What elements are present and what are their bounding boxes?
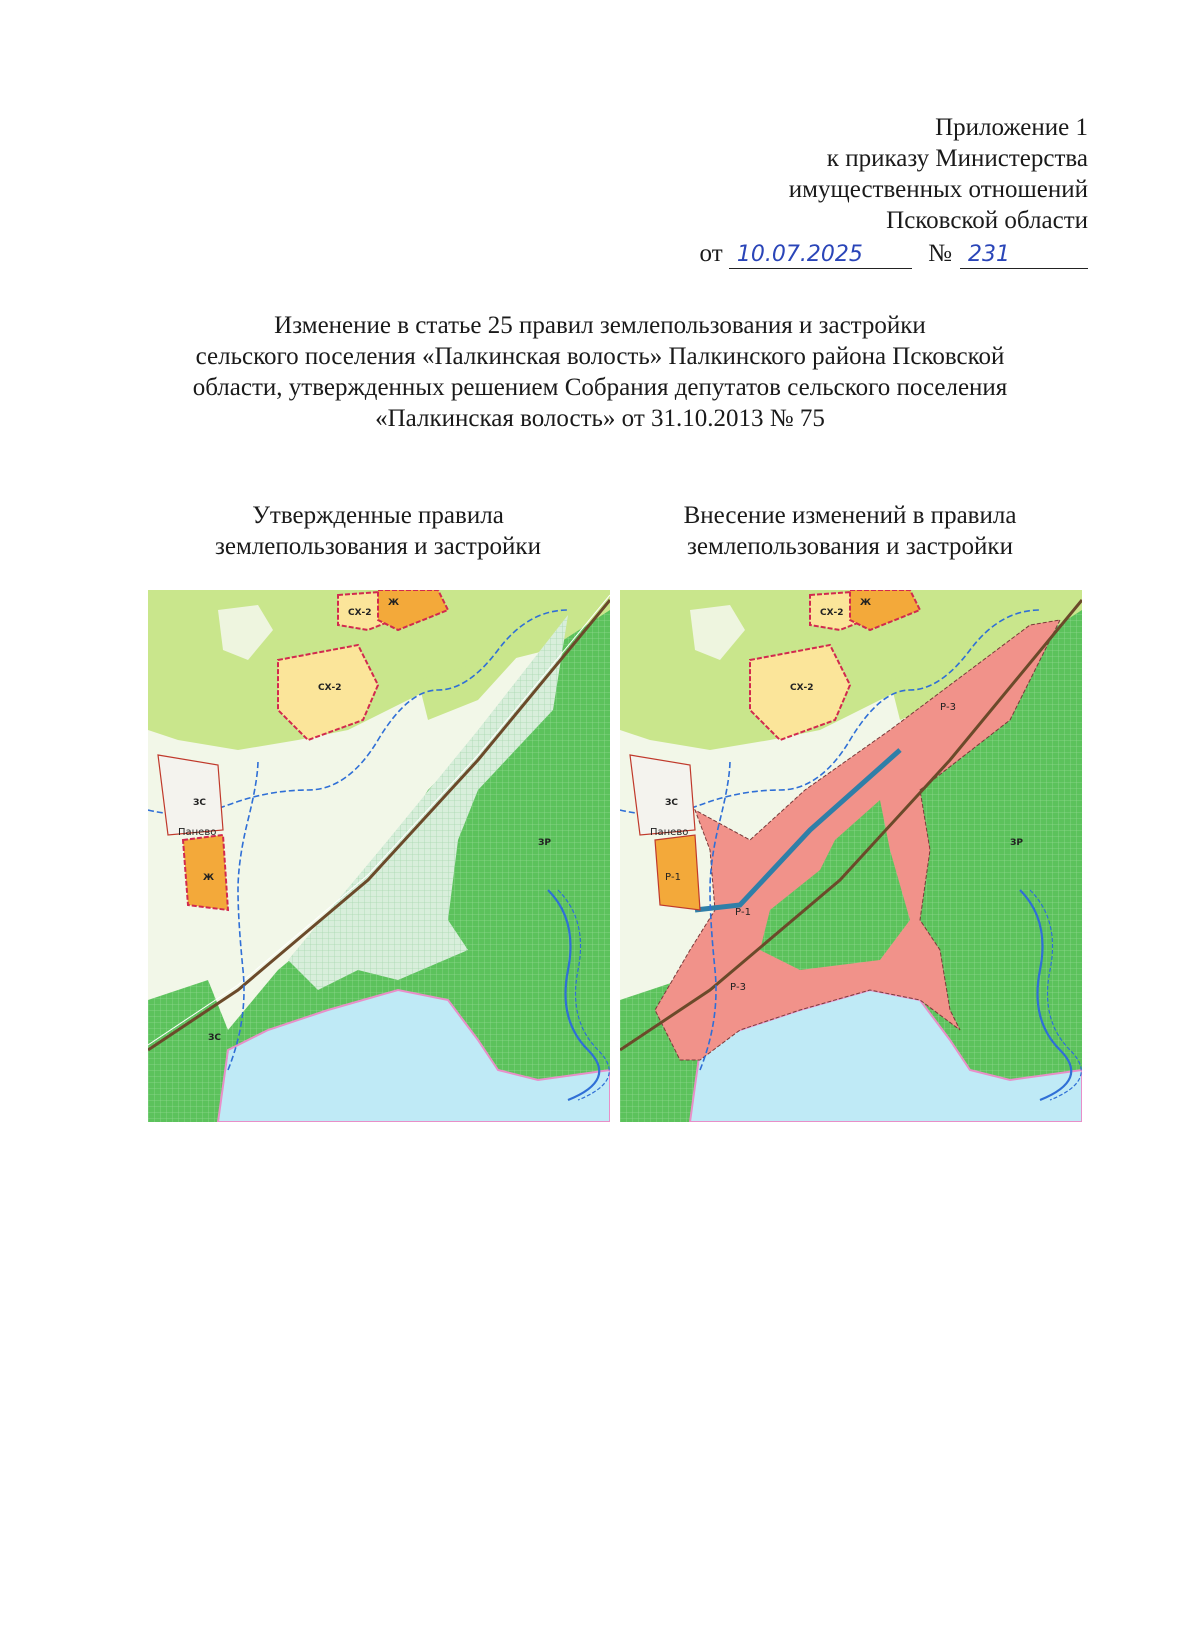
label-zr: ЗР <box>538 838 551 848</box>
caption-approved-rules <box>148 500 608 562</box>
appendix-header <box>700 112 1088 269</box>
caption-left-line-1: Утвержденные правила <box>252 502 504 529</box>
number-sign: № <box>928 240 952 267</box>
caption-proposed-changes <box>620 500 1080 562</box>
label-r1-road: Р-1 <box>735 907 752 918</box>
map-approved <box>148 590 610 1122</box>
label-zs: ЗС <box>193 798 206 808</box>
label-zs: ЗС <box>665 798 678 808</box>
order-number: 231 <box>960 242 1088 269</box>
ministry-name: имущественных отношений <box>788 176 1088 203</box>
title-line-4: «Палкинская волость» от 31.10.2013 № 75 <box>375 405 825 432</box>
order-date-number-line <box>700 238 1088 269</box>
region-name: Псковской области <box>886 207 1088 234</box>
label-sx2-top: СХ-2 <box>348 608 372 618</box>
zone-zs <box>630 755 695 835</box>
label-zr: ЗР <box>1010 838 1023 848</box>
label-settlement: Панево <box>178 827 217 838</box>
label-settlement: Панево <box>650 827 689 838</box>
caption-right-line-1: Внесение изменений в правила <box>683 502 1017 529</box>
order-date: 10.07.2025 <box>729 242 912 269</box>
title-line-1: Изменение в статье 25 правил землепользования и застройки <box>274 312 926 339</box>
map-proposed <box>620 590 1082 1122</box>
zone-zs <box>158 755 223 835</box>
appendix-number: Приложение 1 <box>935 114 1088 141</box>
caption-right-line-2: землепользования и застройки <box>687 533 1013 560</box>
label-sx2: СХ-2 <box>318 683 342 693</box>
label-zh-top: Ж <box>860 598 872 608</box>
label-zh: Ж <box>203 873 215 883</box>
map-approved-svg <box>148 590 610 1122</box>
title-line-3: области, утвержденных решением Собрания депутатов сельского поселения <box>192 374 1008 401</box>
document-title <box>140 310 1060 434</box>
forest-west <box>148 980 228 1122</box>
label-zh-top: Ж <box>388 598 400 608</box>
order-reference: к приказу Министерства <box>826 145 1088 172</box>
label-sx2-top: СХ-2 <box>820 608 844 618</box>
label-r3-south: Р-3 <box>730 982 747 993</box>
label-r1: Р-1 <box>665 872 682 883</box>
map-proposed-svg <box>620 590 1082 1122</box>
label-sx2: СХ-2 <box>790 683 814 693</box>
caption-left-line-2: землепользования и застройки <box>215 533 541 560</box>
label-zs-south: ЗС <box>208 1033 221 1043</box>
date-prefix: от <box>699 240 723 267</box>
label-r3-north: Р-3 <box>940 702 957 713</box>
title-line-2: сельского поселения «Палкинская волость» Палкинского района Псковской <box>195 343 1005 370</box>
